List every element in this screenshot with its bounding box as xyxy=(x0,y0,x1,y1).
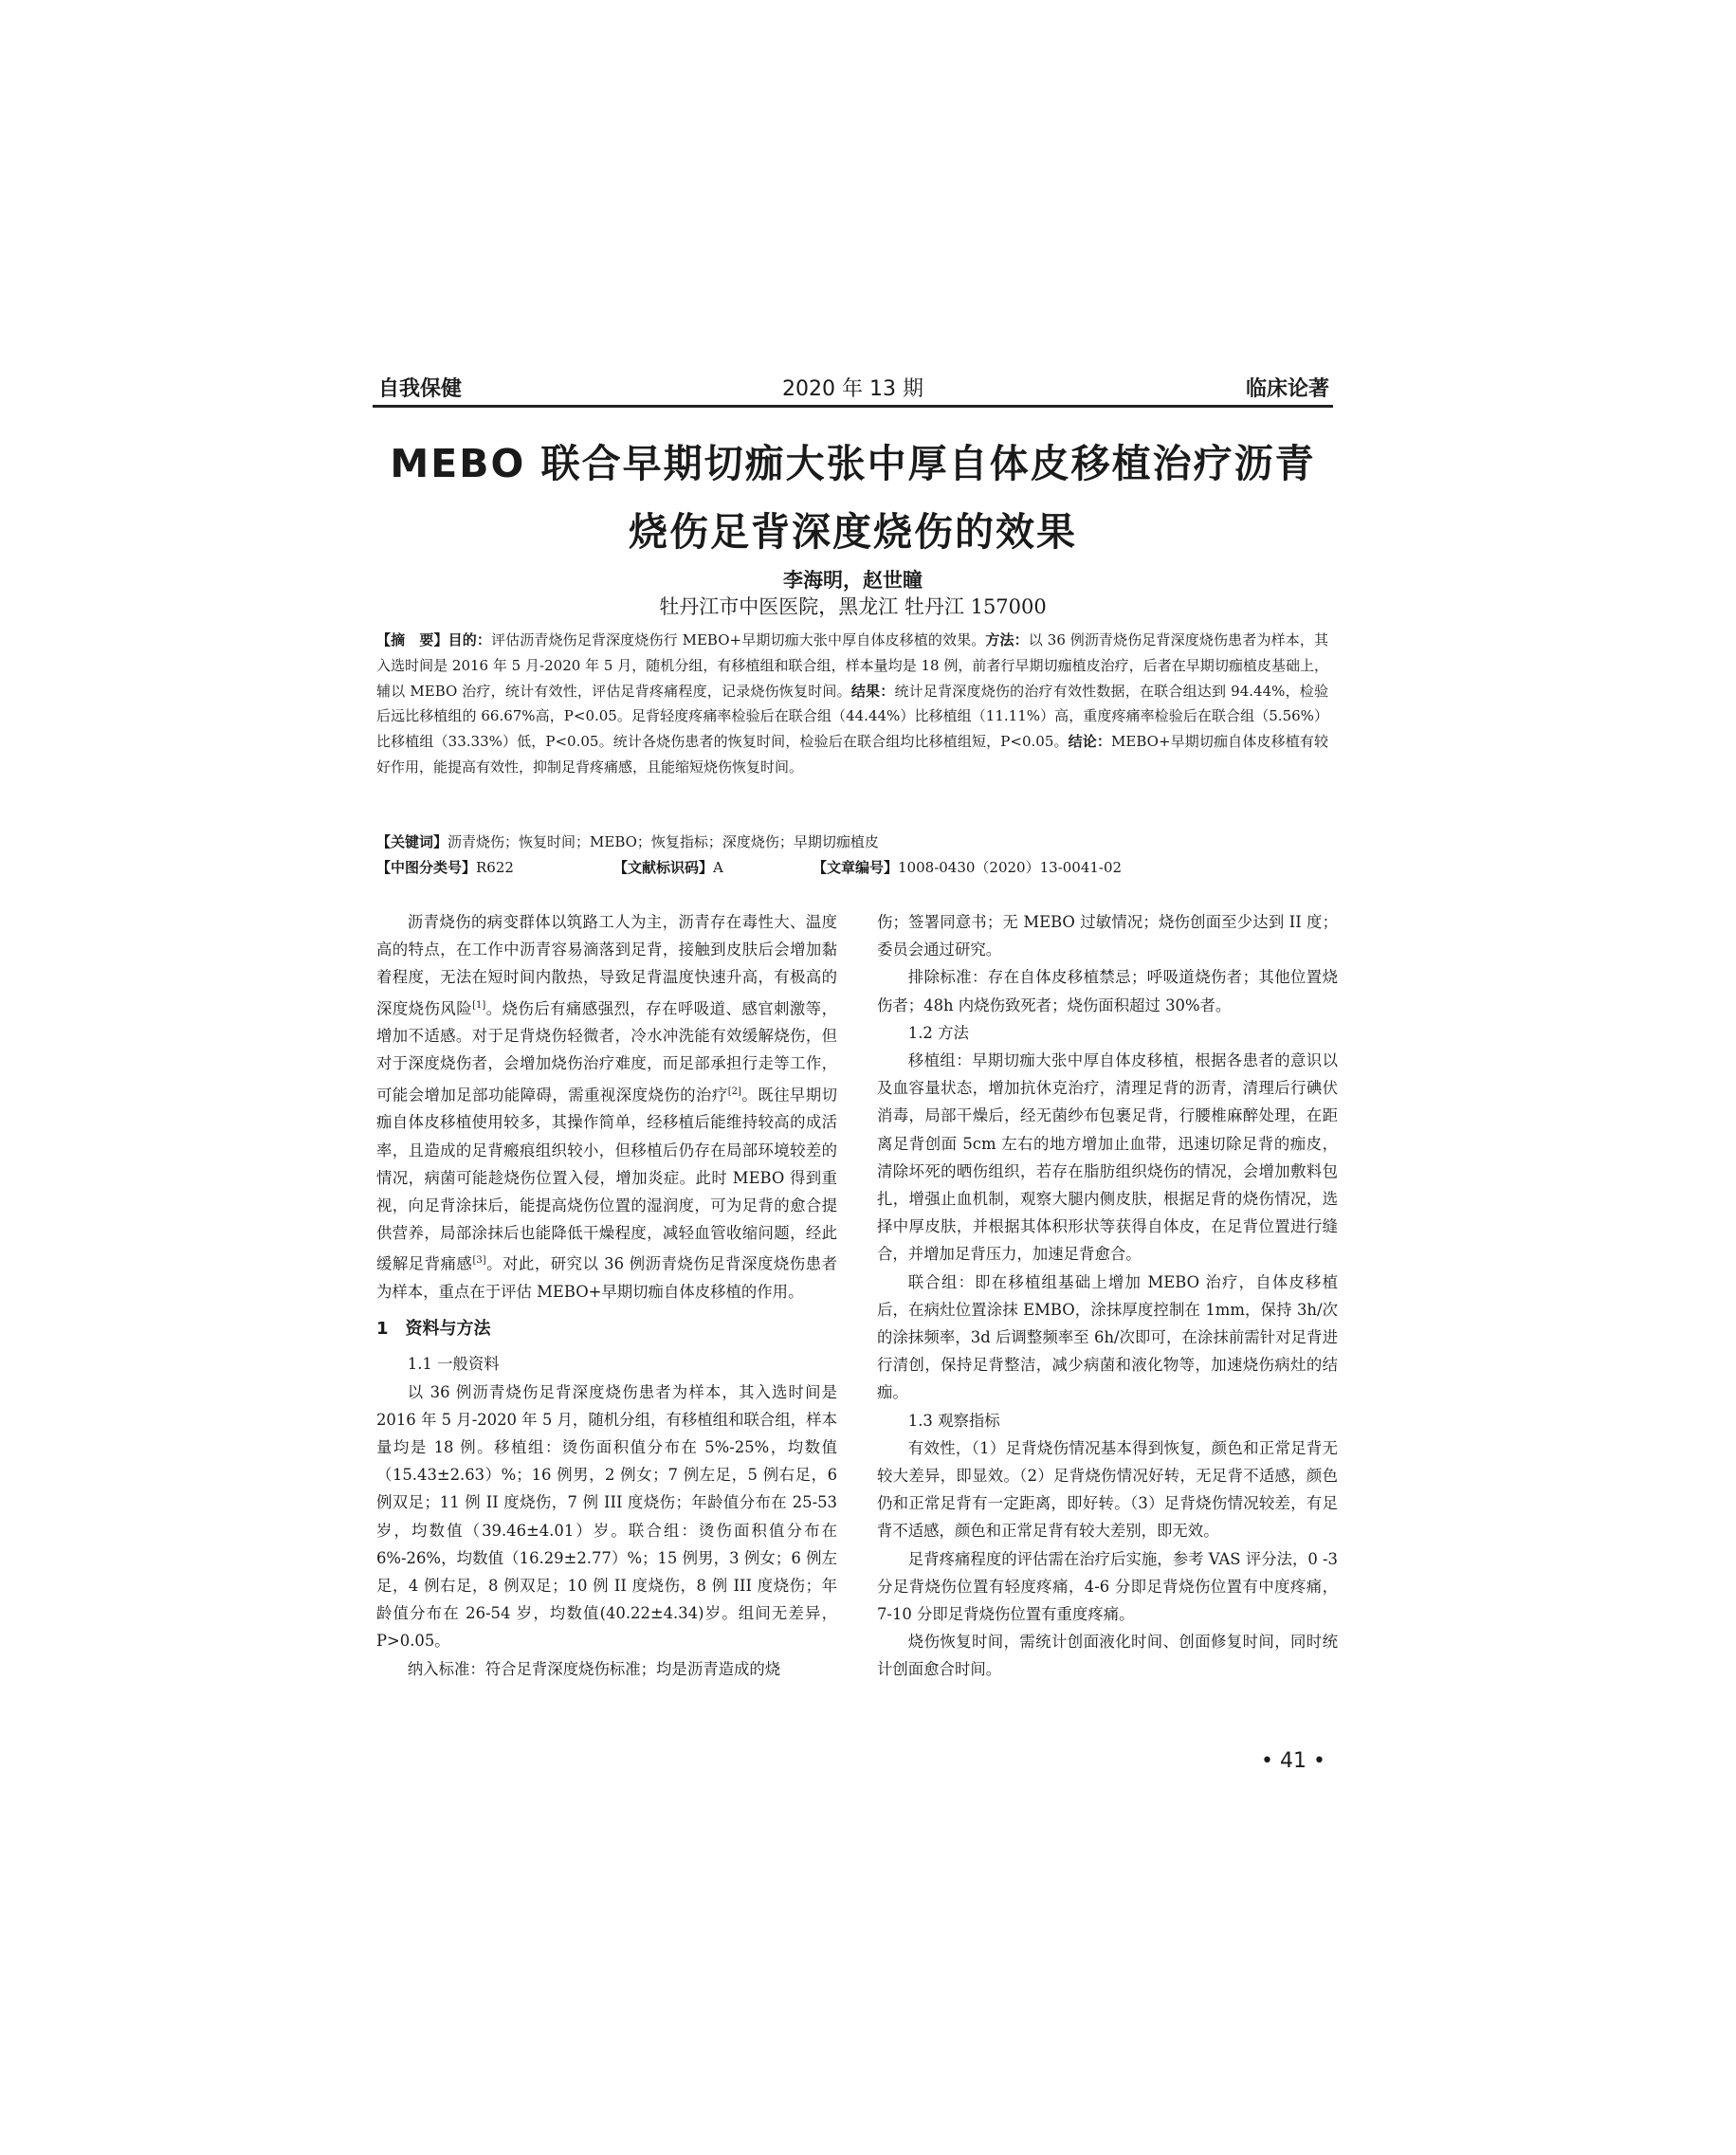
intro-text-3: 。既往早期切痂自体皮移植使用较多，其操作简单，经移植后能维持较高的成活率，且造成的足背瘢痕组织较小，但移植后仍存在局部环境较差的情况，病菌可能趁烧伤位置入侵，增加炎症。此时 MEBO 得到重视，向足背涂抹后，能提高烧伤位置的湿润度，可为足背的愈合提供营养，局部涂抹后也能降低干燥程度，减轻血管收缩问题，经此缓解足背痛感 xyxy=(376,1086,838,1273)
section-heading-1: 1 资料与方法 xyxy=(376,1319,491,1340)
general-data-paragraph: 以 36 例沥青烧伤足背深度烧伤患者为样本，其入选时间是 2016 年 5 月-2020 年 5 月，随机分组，有移植组和联合组，样本量均是 18 例。移植组：烫伤面积值分布在 5%-25%，均数值（15.43±2.63）%；16 例男，2 例女；7 例左足，5 例右足，6 例双足；11 例 II 度烧伤，7 例 III 度烧伤；年龄值分布在 25-53 岁，均数值（39.46±4.01）岁。联合组：烫伤面积值分布在 6%-26%，均数值（16.29±2.77）%；15 例男，3 例女；6 例左足，4 例右足，8 例双足；10 例 II 度烧伤，8 例 III 度烧伤；年龄值分布在 26-54 岁，均数值(40.22±4.34)岁。组间无差异，P>0.05。 xyxy=(376,1382,837,1651)
objective-text: 评估沥青烧伤足背深度烧伤行 MEBO+早期切痂大张中厚自体皮移植的效果。 xyxy=(491,631,986,648)
intro-text-2: 。烧伤后有痛感强烈，存在呼吸道、感官刺激等，增加不适感。对于足背烧伤轻微者，冷水冲洗能有效缓解烧伤，但对于深度烧伤者，会增加烧伤治疗难度，而足部承担行走等工作，可能会增加足部功能障碍，需重视深度烧伤的治疗 xyxy=(376,999,838,1105)
intro-text-4: 。对此，研究以 36 例沥青烧伤足背深度烧伤患者为样本，重点在于评估 MEBO+早期切痂自体皮移植的作用。 xyxy=(376,1254,838,1302)
article-title xyxy=(373,429,1333,566)
recovery-time-paragraph: 烧伤恢复时间，需统计创面液化时间、创面修复时间，同时统计创面愈合时间。 xyxy=(877,1633,1338,1679)
effectiveness-paragraph: 有效性，（1）足背烧伤情况基本得到恢复，颜色和正常足背无较大差异，即显效。（2）足背烧伤情况好转，无足背不适感，颜色仍和正常足背有一定距离，即好转。（3）足背烧伤情况较差，有足背不适感，颜色和正常足背有较大差别，即无效。 xyxy=(877,1438,1338,1541)
subsection-heading-1-3: 1.3 观察指标 xyxy=(907,1411,1000,1430)
article-no-label: 【文章编号】 xyxy=(813,859,899,876)
inclusion-criteria-paragraph: 纳入标准：符合足背深度烧伤标准；均是沥青造成的烧 xyxy=(407,1659,781,1678)
subsection-heading-1-2: 1.2 方法 xyxy=(907,1023,969,1042)
article-no-value: 1008-0430（2020）13-0041-02 xyxy=(898,859,1123,876)
conclusion-label: 结论： xyxy=(1068,733,1112,751)
method-text: 以 36 例沥青烧伤足背深度烧伤患者为样本，其入选时间是 2016 年 5 月-2020 年 5 月，随机分组，有移植组和联合组，样本量均是 18 例，前者行早期切痂植皮治疗，后者在早期切痂植皮基础上，辅以 MEBO 治疗，统计有效性，评估足背疼痛程度，记录烧伤恢复时间。 xyxy=(376,631,1328,700)
title-line-1: MEBO 联合早期切痂大张中厚自体皮移植治疗沥青 xyxy=(390,441,1316,486)
abstract-label: 【摘 要】 xyxy=(376,631,448,648)
clc-value: R622 xyxy=(476,859,514,876)
subsection-heading-1-1: 1.1 一般资料 xyxy=(407,1355,500,1374)
exclusion-criteria-paragraph: 排除标准：存在自体皮移植禁忌；呼吸道烧伤者；其他位置烧伤者；48h 内烧伤致死者；烧伤面积超过 30%者。 xyxy=(877,968,1338,1014)
doc-code-value: A xyxy=(713,859,723,876)
authors: 李海明，赵世瞳 xyxy=(783,569,923,592)
graft-group-paragraph: 移植组：早期切痂大张中厚自体皮移植，根据各患者的意识以及血容量状态，增加抗休克治疗，清理足背的沥青，清理后行碘伏消毒，局部干燥后，经无菌纱布包裹足背，行腰椎麻醉处理，在距离足背创面 5cm 左右的地方增加止血带，迅速切除足背的痂皮，清除坏死的晒伤组织，若存在脂肪组织烧伤的情况，会增加敷料包扎，增强止血机制，观察大腿内侧皮肤，根据足背的烧伤情况，选择中厚皮肤，并根据其体积形状等获得自体皮，在足背位置进行缝合，并增加足背压力，加速足背愈合。 xyxy=(877,1051,1338,1264)
left-column xyxy=(376,908,837,1683)
abstract xyxy=(376,628,1328,780)
inclusion-continued-paragraph: 伤；签署同意书；无 MEBO 过敏情况；烧伤创面至少达到 II 度；委员会通过研究。 xyxy=(877,913,1338,959)
method-label: 方法： xyxy=(985,631,1029,648)
objective-label: 目的： xyxy=(448,631,492,648)
keywords-text: 沥青烧伤；恢复时间；MEBO；恢复指标；深度烧伤；早期切痂植皮 xyxy=(448,833,879,850)
section-name: 临床论著 xyxy=(1245,377,1329,401)
doc-code-label: 【文献标识码】 xyxy=(613,859,714,876)
citation-1: [1] xyxy=(472,999,486,1011)
right-column xyxy=(877,908,1338,1684)
clc-label: 【中图分类号】 xyxy=(376,859,477,876)
keywords-label: 【关键词】 xyxy=(376,833,448,850)
result-label: 结果： xyxy=(850,682,895,700)
citation-2: [2] xyxy=(727,1086,741,1097)
title-line-2: 烧伤足背深度烧伤的效果 xyxy=(629,509,1077,555)
affiliation: 牡丹江市中医医院，黑龙江 牡丹江 157000 xyxy=(659,595,1047,618)
keywords xyxy=(376,831,1328,851)
journal-name: 自我保健 xyxy=(378,377,463,401)
header-rule xyxy=(373,405,1333,408)
result-text: 统计足背深度烧伤的治疗有效性数据，在联合组达到 94.44%，检验后远比移植组的 66.67%高，P<0.05。足背轻度疼痛率检验后在联合组（44.44%）比移植组（11.11%）高，重度疼痛率检验后在联合组（5.56%）比移植组（33.33%）低，P<0.05。统计各烧伤患者的恢复时间，检验后在联合组均比移植组短，P<0.05。 xyxy=(376,682,1328,751)
issue-number: 2020 年 13 期 xyxy=(782,377,923,401)
intro-paragraph xyxy=(376,908,837,1306)
combined-group-paragraph: 联合组：即在移植组基础上增加 MEBO 治疗，自体皮移植后，在病灶位置涂抹 EMBO，涂抹厚度控制在 1mm，保持 3h/次的涂抹频率，3d 后调整频率至 6h/次即可，在涂抹前需针对足背进行清创，保持足背整洁，减少病菌和液化物等，加速烧伤病灶的结痂。 xyxy=(877,1272,1338,1402)
intro-text-1: 沥青烧伤的病变群体以筑路工人为主，沥青存在毒性大、温度高的特点，在工作中沥青容易滴落到足背，接触到皮肤后会增加黏着程度，无法在短时间内散热，导致足背温度快速升高，有极高的深度烧伤风险 xyxy=(376,913,837,1018)
conclusion-text: MEBO+早期切痂自体皮移植有较好作用，能提高有效性，抑制足背疼痛感，且能缩短烧伤恢复时间。 xyxy=(376,733,1328,776)
citation-3: [3] xyxy=(472,1255,486,1267)
page-number: • 41 • xyxy=(1261,1749,1325,1773)
pain-assessment-paragraph: 足背疼痛程度的评估需在治疗后实施，参考 VAS 评分法，0 -3 分足背烧伤位置有轻度疼痛，4-6 分即足背烧伤位置有中度疼痛，7-10 分即足背烧伤位置有重度疼痛。 xyxy=(877,1549,1338,1624)
classification-line xyxy=(376,857,1328,877)
running-header xyxy=(373,373,1333,401)
